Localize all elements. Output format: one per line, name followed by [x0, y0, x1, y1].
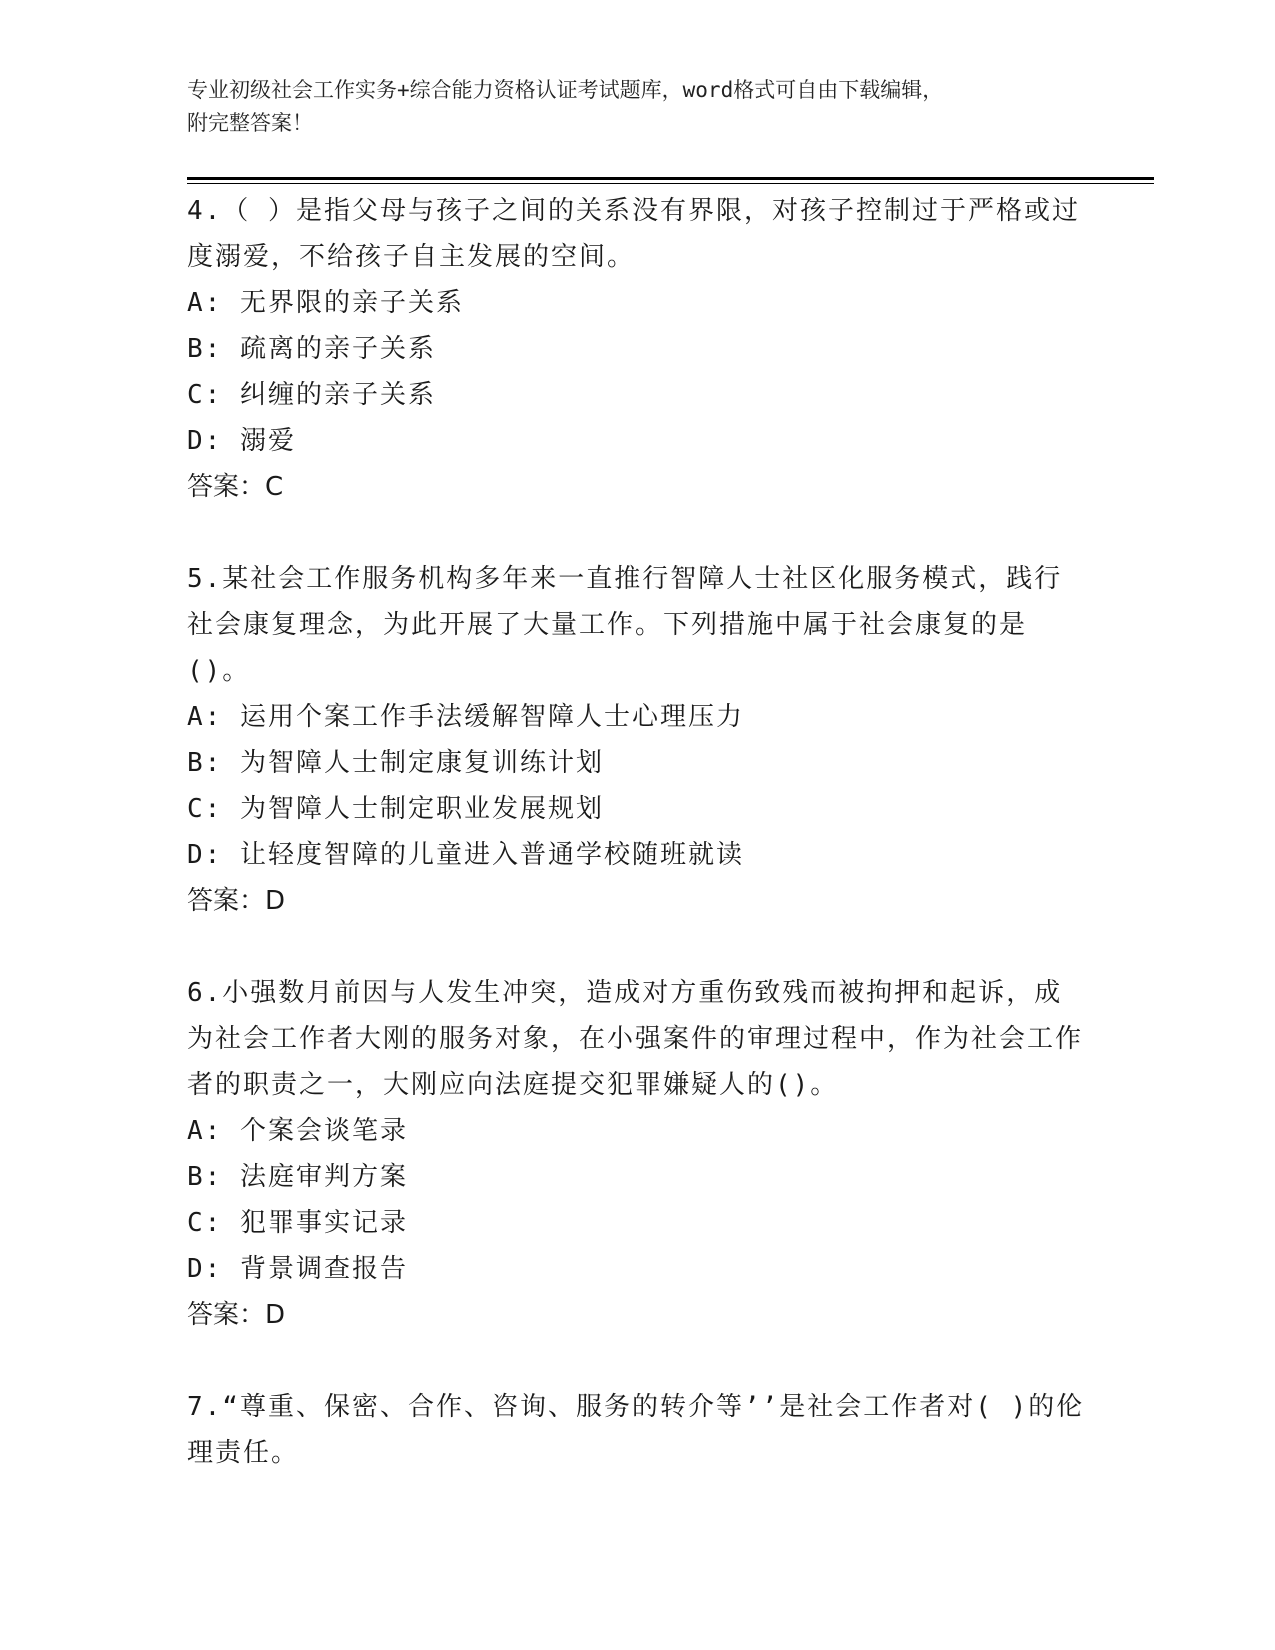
question-stem: 4.（ ）是指父母与孩子之间的关系没有界限，对孩子控制过于严格或过度溺爱，不给孩子自主发展的空间。 — [187, 196, 1080, 272]
option-d: D: 背景调查报告 — [187, 1254, 408, 1284]
question-stem: 6.小强数月前因与人发生冲突，造成对方重伤致残而被拘押和起诉，成为社会工作者大刚的服务对象，在小强案件的审理过程中，作为社会工作者的职责之一，大刚应向法庭提交犯罪嫌疑人的()。 — [187, 978, 1084, 1100]
question-4 — [187, 188, 1087, 510]
option-b: B: 疏离的亲子关系 — [187, 334, 436, 364]
option-a: A: 运用个案工作手法缓解智障人士心理压力 — [187, 702, 744, 732]
option-c: C: 为智障人士制定职业发展规划 — [187, 794, 604, 824]
answer-label: 答案：D — [187, 886, 286, 916]
option-c: C: 纠缠的亲子关系 — [187, 380, 436, 410]
question-stem: 7.“尊重、保密、合作、咨询、服务的转介等’’是社会工作者对( )的伦理责任。 — [187, 1392, 1085, 1468]
option-b: B: 法庭审判方案 — [187, 1162, 408, 1192]
question-list — [187, 188, 1087, 1522]
option-b: B: 为智障人士制定康复训练计划 — [187, 748, 604, 778]
option-a: A: 个案会谈笔录 — [187, 1116, 408, 1146]
option-c: C: 犯罪事实记录 — [187, 1208, 408, 1238]
option-d: D: 溺爱 — [187, 426, 296, 456]
header-line-1: 专业初级社会工作实务+综合能力资格认证考试题库，word格式可自由下载编辑， — [187, 78, 944, 102]
answer-label: 答案：C — [187, 472, 284, 502]
header-line-2: 附完整答案！ — [187, 111, 313, 135]
option-a: A: 无界限的亲子关系 — [187, 288, 464, 318]
question-7 — [187, 1384, 1087, 1476]
question-5 — [187, 556, 1087, 924]
option-d: D: 让轻度智障的儿童进入普通学校随班就读 — [187, 840, 744, 870]
header-divider-thick — [187, 177, 1154, 180]
question-stem: 5.某社会工作服务机构多年来一直推行智障人士社区化服务模式，践行社会康复理念，为此开展了大量工作。下列措施中属于社会康复的是()。 — [187, 564, 1063, 686]
answer-label: 答案：D — [187, 1300, 286, 1330]
document-header — [187, 74, 1087, 140]
question-6 — [187, 970, 1087, 1338]
header-divider-thin — [187, 183, 1154, 184]
